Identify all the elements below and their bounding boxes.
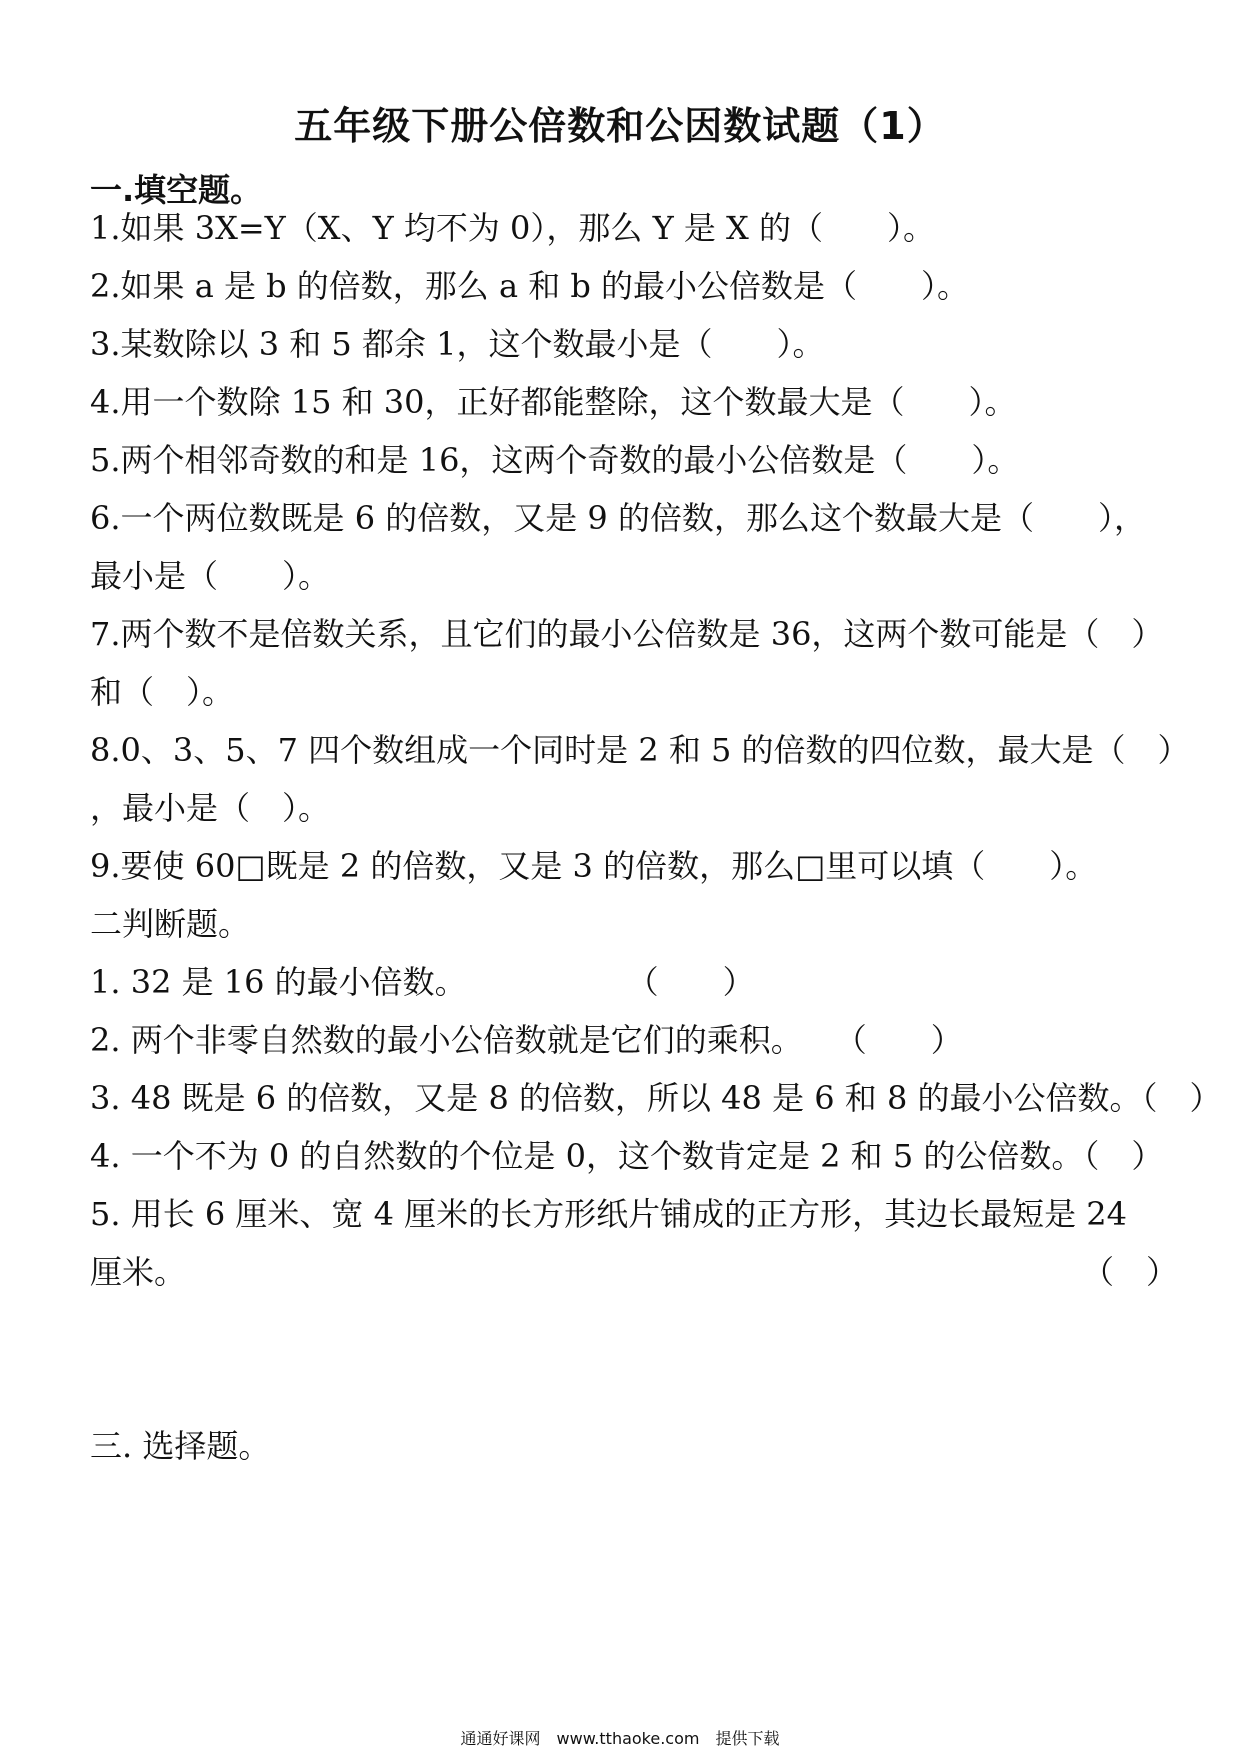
judge-question-5-bracket: （ ） [1082, 1253, 1179, 1291]
section-choice-heading: 三. 选择题。 [90, 1427, 271, 1465]
fill-question-5: 5.两个相邻奇数的和是 16，这两个奇数的最小公倍数是（ ）。 [90, 441, 1020, 479]
fill-question-9: 9.要使 60□既是 2 的倍数，又是 3 的倍数，那么□里可以填（ ）。 [90, 847, 1098, 885]
fill-question-6-cont: 最小是（ ）。 [90, 557, 331, 595]
fill-question-7: 7.两个数不是倍数关系，且它们的最小公倍数是 36，这两个数可能是（ ） [90, 615, 1164, 653]
fill-question-3: 3.某数除以 3 和 5 都余 1，这个数最小是（ ）。 [90, 325, 825, 363]
fill-question-2: 2.如果 a 是 b 的倍数，那么 a 和 b 的最小公倍数是（ ）。 [90, 267, 970, 305]
judge-question-4: 4. 一个不为 0 的自然数的个位是 0，这个数肯定是 2 和 5 的公倍数。（ ） [90, 1137, 1164, 1175]
fill-question-1: 1.如果 3X=Y（X、Y 均不为 0），那么 Y 是 X 的（ ）。 [90, 209, 935, 247]
section-fill-heading: 一.填空题。 [90, 171, 263, 209]
judge-question-5-cont: 厘米。 [90, 1253, 187, 1291]
judge-question-1: 1. 32 是 16 的最小倍数。 （ ） [90, 963, 755, 1001]
fill-question-7-cont: 和（ ）。 [90, 673, 235, 711]
judge-question-3: 3. 48 既是 6 的倍数，又是 8 的倍数，所以 48 是 6 和 8 的最小公倍数。（ ） [90, 1079, 1222, 1117]
fill-question-8-cont: ，最小是（ ）。 [90, 789, 331, 827]
section-judge-heading: 二判断题。 [90, 905, 251, 943]
fill-question-6: 6.一个两位数既是 6 的倍数，又是 9 的倍数，那么这个数最大是（ ）， [90, 499, 1146, 537]
fill-question-4: 4.用一个数除 15 和 30，正好都能整除，这个数最大是（ ）。 [90, 383, 1017, 421]
footer-source: 通通好课网 www.tthaoke.com 提供下载 [460, 1729, 780, 1748]
judge-question-5: 5. 用长 6 厘米、宽 4 厘米的长方形纸片铺成的正方形，其边长最短是 24 [90, 1195, 1128, 1233]
page-title: 五年级下册公倍数和公因数试题（1） [294, 104, 946, 148]
fill-question-8: 8.0、3、5、7 四个数组成一个同时是 2 和 5 的倍数的四位数，最大是（ ） [90, 731, 1190, 769]
judge-question-2: 2. 两个非零自然数的最小公倍数就是它们的乘积。 （ ） [90, 1021, 963, 1059]
